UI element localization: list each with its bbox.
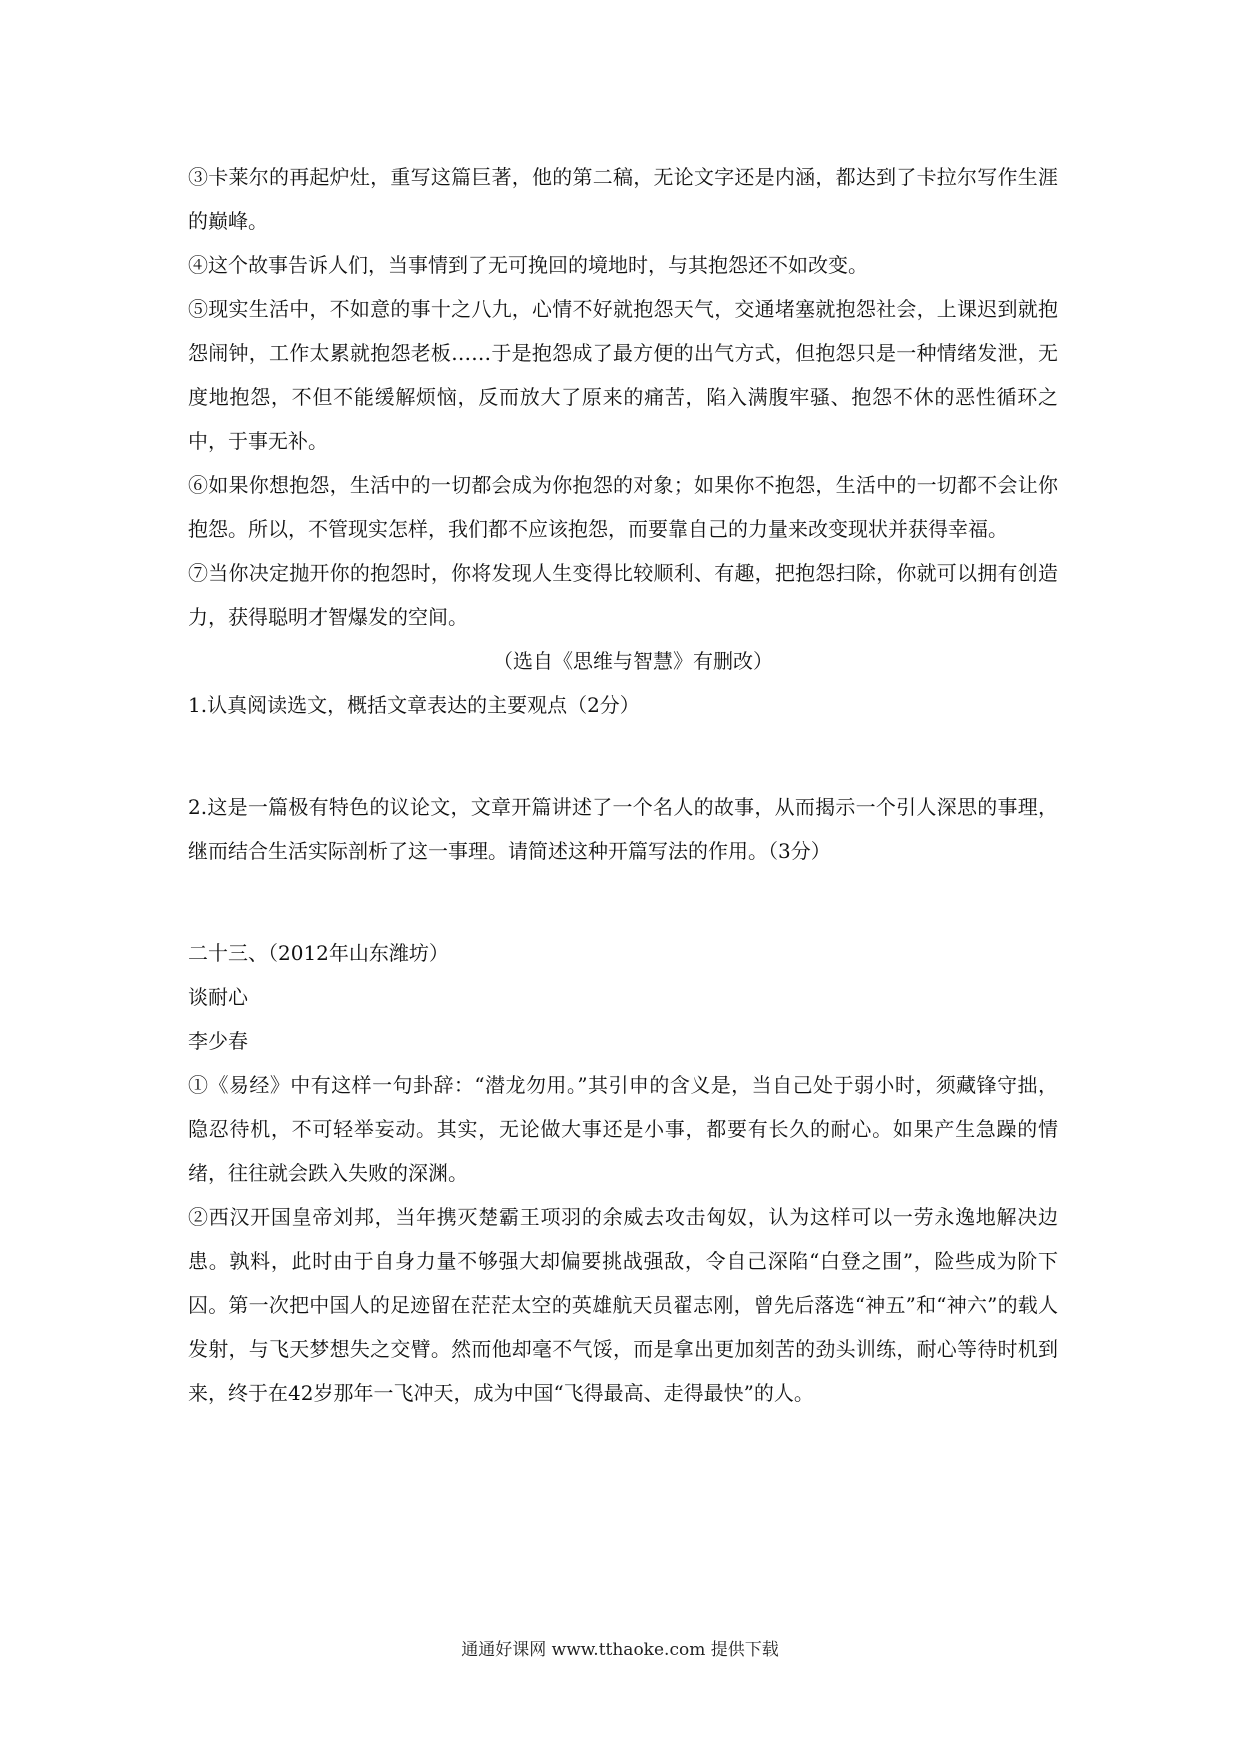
question-1: 1.认真阅读选文，概括文章表达的主要观点（2分） (188, 693, 640, 717)
article-paragraph-2: ②西汉开国皇帝刘邦，当年携灭楚霸王项羽的余威去攻击匈奴，认为这样可以一劳永逸地解决边患。孰料，此时由于自身力量不够强大却偏要挑战强敌，令自己深陷“白登之围”，险些成为阶下囚。第一次把中国人的足迹留在茫茫太空的英雄航天员翟志刚，曾先后落选“神五”和“神六”的载人发射，与飞天梦想失之交臂。然而他却毫不气馁，而是拿出更加刻苦的劲头训练，耐心等待时机到来，终于在42岁那年一飞冲天，成为中国“飞得最高、走得最快”的人。 (188, 1205, 1058, 1405)
paragraph-3: ③卡莱尔的再起炉灶，重写这篇巨著，他的第二稿，无论文字还是内涵，都达到了卡拉尔写作生涯的巅峰。 (188, 165, 1058, 233)
section-heading: 二十三、（2012年山东潍坊） (188, 941, 449, 965)
source-citation: （选自《思维与智慧》有删改） (493, 649, 773, 673)
paragraph-6: ⑥如果你想抱怨，生活中的一切都会成为你抱怨的对象；如果你不抱怨，生活中的一切都不会让你抱怨。所以，不管现实怎样，我们都不应该抱怨，而要靠自己的力量来改变现状并获得幸福。 (188, 473, 1058, 541)
question-2: 2.这是一篇极有特色的议论文，文章开篇讲述了一个名人的故事，从而揭示一个引人深思的事理，继而结合生活实际剖析了这一事理。请简述这种开篇写法的作用。（3分） (188, 795, 1058, 863)
page-footer: 通通好课网 www.tthaoke.com 提供下载 (461, 1640, 779, 1660)
paragraph-4: ④这个故事告诉人们，当事情到了无可挽回的境地时，与其抱怨还不如改变。 (188, 253, 868, 277)
answer-space-2 (188, 873, 1058, 931)
article-paragraph-1: ①《易经》中有这样一句卦辞：“潜龙勿用。”其引申的含义是，当自己处于弱小时，须藏锋守拙，隐忍待机，不可轻举妄动。其实，无论做大事还是小事，都要有长久的耐心。如果产生急躁的情绪，往往就会跌入失败的深渊。 (188, 1073, 1058, 1185)
answer-space-1 (188, 727, 1058, 785)
article-title: 谈耐心 (188, 985, 248, 1009)
article-author: 李少春 (188, 1029, 248, 1053)
paragraph-5: ⑤现实生活中，不如意的事十之八九，心情不好就抱怨天气，交通堵塞就抱怨社会，上课迟到就抱怨闹钟，工作太累就抱怨老板……于是抱怨成了最方便的出气方式，但抱怨只是一种情绪发泄，无度地抱怨，不但不能缓解烦恼，反而放大了原来的痛苦，陷入满腹牢骚、抱怨不休的恶性循环之中，于事无补。 (188, 297, 1058, 453)
document-body (188, 155, 1058, 1415)
paragraph-7: ⑦当你决定抛开你的抱怨时，你将发现人生变得比较顺利、有趣，把抱怨扫除，你就可以拥有创造力，获得聪明才智爆发的空间。 (188, 561, 1058, 629)
